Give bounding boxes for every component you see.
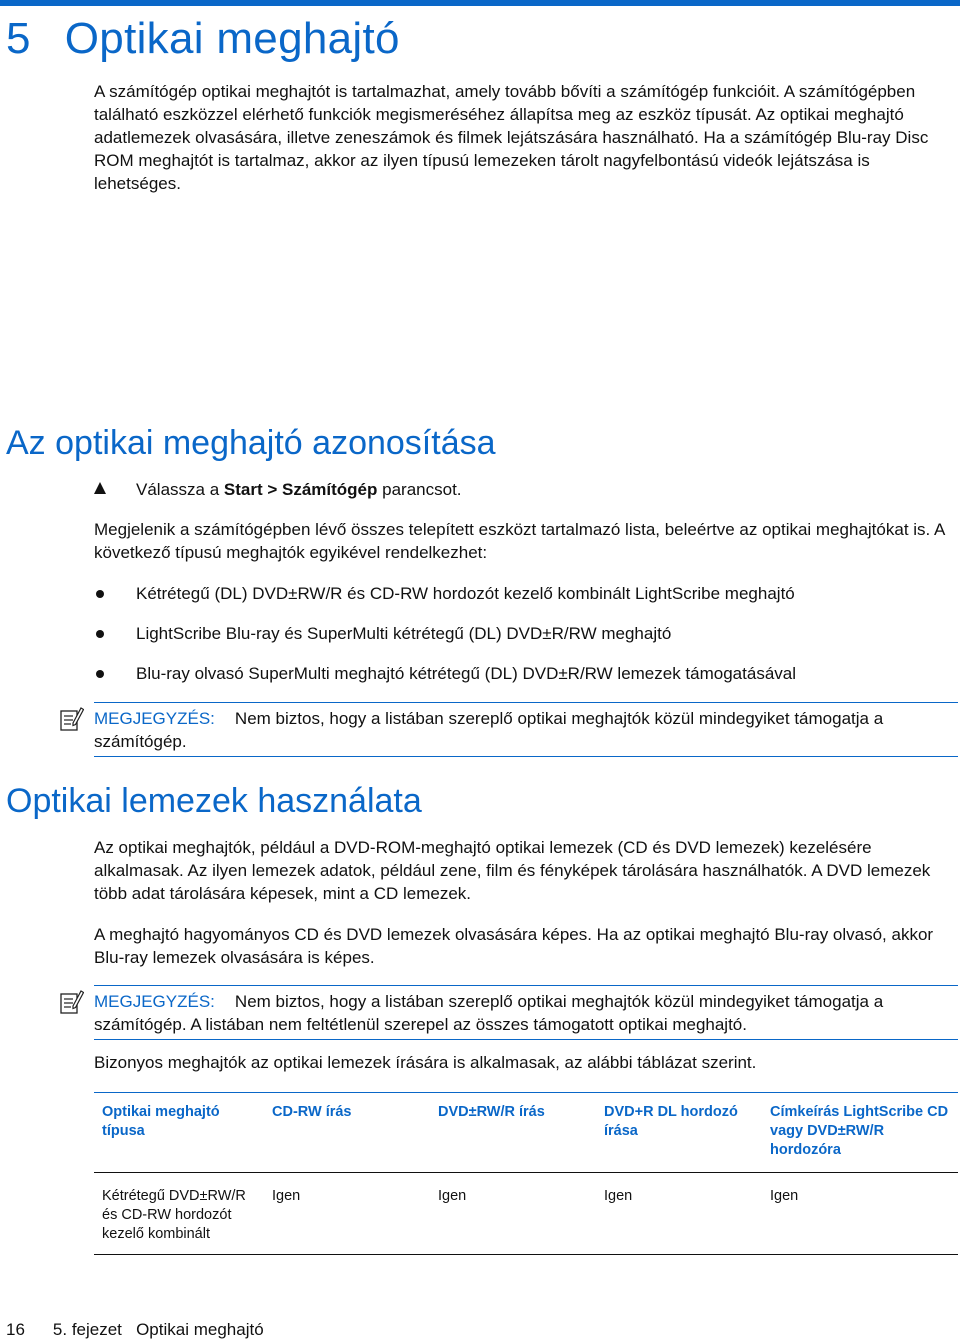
note-box-1 bbox=[94, 702, 958, 757]
table-cell: Igen bbox=[596, 1173, 762, 1255]
section-heading-using: Optikai lemezek használata bbox=[6, 782, 422, 820]
table-cell: Igen bbox=[762, 1173, 958, 1255]
list-item: Kétrétegű (DL) DVD±RW/R és CD-RW hordozót kezelő kombinált LightScribe meghajtó bbox=[94, 582, 954, 622]
drive-capability-table bbox=[94, 1092, 958, 1255]
note-label: MEGJEGYZÉS: bbox=[94, 709, 215, 728]
note-text: Nem biztos, hogy a listában szereplő optikai meghajtók közül mindegyiket támogatja a számítógép. bbox=[94, 709, 884, 751]
step-text: Válassza a Start > Számítógép parancsot. bbox=[136, 480, 462, 499]
table-cell: Igen bbox=[264, 1173, 430, 1255]
bullet-icon bbox=[96, 590, 104, 598]
list-item: LightScribe Blu-ray és SuperMulti kétrétegű (DL) DVD±R/RW meghajtó bbox=[94, 622, 954, 662]
drive-list-paragraph: Megjelenik a számítógépben lévő összes telepített eszközt tartalmazó lista, beleértve az optikai meghajtókat is. A következő típusú meghajtók egyikével rendelkezhet: bbox=[94, 520, 945, 562]
step-start: Start bbox=[223, 480, 263, 499]
usage-paragraph-1: Az optikai meghajtók, például a DVD-ROM-meghajtó optikai lemezek (CD és DVD lemezek) kezelésére alkalmasak. Az ilyen lemezek adatok, például zene, film és fényképek tárolására használhatók. A DVD lemezek több adat tárolására képesek, mint a CD lemezek. bbox=[94, 838, 931, 903]
table-cell: Igen bbox=[430, 1173, 596, 1255]
table-cell: Kétrétegű DVD±RW/R és CD-RW hordozót kezelő kombinált bbox=[94, 1173, 264, 1255]
table-header-cell: CD-RW írás bbox=[264, 1093, 430, 1173]
intro-paragraph: A számítógép optikai meghajtót is tartalmazhat, amely tovább bővíti a számítógép funkcióit. A számítógépben található eszközzel elérhető funkciók megismeréséhez állapítsa meg az eszköz típusát. Az optikai meghajtó adatlemezek olvasására, illetve zeneszámok és filmek lejátszására használható. Ha a számítógép Blu-ray Disc ROM meghajtót is tartalmaz, akkor az ilyen típusú lemezeken tárolt nagyfelbontású videók lejátszása is lehetséges. bbox=[94, 82, 929, 193]
note-pencil-icon bbox=[60, 705, 84, 731]
step-triangle-icon bbox=[94, 482, 106, 494]
bullet-icon bbox=[96, 670, 104, 678]
usage-paragraph-2: A meghajtó hagyományos CD és DVD lemezek olvasására képes. Ha az optikai meghajtó Blu-ray olvasó, akkor Blu-ray lemezek olvasására is képes. bbox=[94, 925, 934, 967]
note-text: Nem biztos, hogy a listában szereplő optikai meghajtók közül mindegyiket támogatja a számítógép. A listában nem feltétlenül szerepel az összes támogatott optikai meghajtó. bbox=[94, 992, 884, 1034]
note-box-2 bbox=[94, 985, 958, 1040]
chapter-title-text: Optikai meghajtó bbox=[64, 14, 400, 63]
drive-type-list bbox=[94, 582, 954, 702]
bullet-icon bbox=[96, 630, 104, 638]
section-heading-identify: Az optikai meghajtó azonosítása bbox=[6, 424, 496, 462]
page-footer bbox=[6, 1320, 264, 1340]
note-pencil-icon bbox=[60, 988, 84, 1014]
list-item: Blu-ray olvasó SuperMulti meghajtó kétrétegű (DL) DVD±R/RW lemezek támogatásával bbox=[94, 662, 954, 702]
page-number: 16 bbox=[6, 1320, 25, 1339]
footer-chapter: 5. fejezet Optikai meghajtó bbox=[52, 1320, 264, 1339]
table-row bbox=[94, 1173, 958, 1255]
table-header-cell: DVD±RW/R írás bbox=[430, 1093, 596, 1173]
chapter-number: 5 bbox=[6, 14, 31, 63]
table-header-cell: Optikai meghajtó típusa bbox=[94, 1093, 264, 1173]
table-header-cell: Címkeírás LightScribe CD vagy DVD±RW/R hordozóra bbox=[762, 1093, 958, 1173]
note-label: MEGJEGYZÉS: bbox=[94, 992, 215, 1011]
table-header-row bbox=[94, 1093, 958, 1173]
chapter-top-rule bbox=[0, 0, 960, 6]
step-computer: Számítógép bbox=[282, 480, 378, 499]
chapter-title bbox=[6, 14, 400, 64]
table-header-cell: DVD+R DL hordozó írása bbox=[596, 1093, 762, 1173]
table-intro-paragraph: Bizonyos meghajtók az optikai lemezek írására is alkalmasak, az alábbi táblázat szerint. bbox=[94, 1053, 757, 1072]
